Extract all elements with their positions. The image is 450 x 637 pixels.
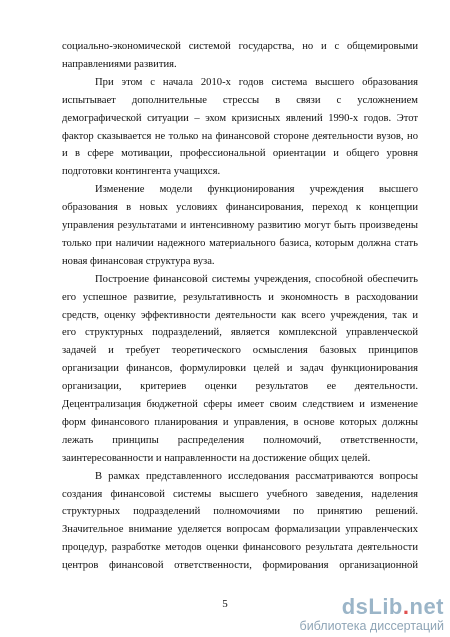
paragraph-first-line: Изменение модели функционирования учреждения высшего xyxy=(95,184,418,196)
text-line: направлениями развития. xyxy=(62,58,177,70)
text-line: задачей и требует теоретического осмысления базовых принципов xyxy=(62,345,418,357)
text-line: его успешное развитие, результативность и экономность в расходовании xyxy=(62,291,418,303)
text-line: средств, оценку эффективности деятельности как всего учреждения, так и xyxy=(62,309,418,321)
text-line: структурных подразделений полномочиями по принятию решений. xyxy=(62,506,418,518)
text-line: его структурных подразделений, является комплексной управленческой xyxy=(62,327,418,339)
text-line: процедур, разработке методов оценки финансового результата деятельности xyxy=(62,542,418,554)
text-line: и в сфере мотивации, профессиональной ориентации и общего уровня xyxy=(62,148,418,160)
paragraph-first-line: Построение финансовой системы учреждения, способной обеспечить xyxy=(95,273,418,285)
text-line: создания финансовой системы высшего учебного заведения, наделения xyxy=(62,488,418,500)
text-line: новая финансовая структура вуза. xyxy=(62,255,215,267)
text-line: Децентрализация бюджетной сферы имеет своим следствием и изменение xyxy=(62,399,418,410)
text-line: демографической ситуации – эхом кризисных явлений 1990-х годов. Этот xyxy=(62,112,418,124)
text-line: испытывает дополнительные стрессы в связи с усложнением xyxy=(62,94,418,106)
text-line: организации, критериев оценки результатов ее деятельности. xyxy=(62,381,418,393)
text-line: лежать принципы распределения полномочий, ответственности, xyxy=(62,434,418,446)
text-line: форм финансового планирования и управления, в основе которых должны xyxy=(62,416,418,428)
text-line: управления результатами и интенсивному развитию могут быть произведены xyxy=(62,220,418,231)
text-line: образования в новых условиях финансирования, переход к концепции xyxy=(62,202,418,214)
dslib-watermark xyxy=(300,595,444,633)
text-line: организации финансов, формулировки целей и задач функционирования xyxy=(62,363,418,375)
text-line: только при наличии надежного материального базиса, которым должна стать xyxy=(62,237,418,249)
text-line: фактор сказывается не только на финансовой стороне деятельности вузов, но xyxy=(62,130,418,142)
text-line: социально-экономической системой государства, но и с общемировыми xyxy=(62,41,418,52)
watermark-logo: dsLib.net xyxy=(341,594,444,619)
watermark-subtitle: библиотека диссертаций xyxy=(299,619,444,633)
page-number: 5 xyxy=(222,598,228,610)
paragraph-first-line: В рамках представленного исследования рассматриваются вопросы xyxy=(95,470,418,482)
text-line: центров финансовой ответственности, формирования организационной xyxy=(62,560,418,572)
paragraph-first-line: При этом с начала 2010-х годов система высшего образования xyxy=(95,76,418,88)
text-line: заинтересованности и направленности на достижение общих целей. xyxy=(62,452,371,464)
text-line: Значительное внимание уделяется вопросам формализации управленческих xyxy=(62,524,418,536)
text-line: подготовки контингента учащихся. xyxy=(62,166,221,178)
